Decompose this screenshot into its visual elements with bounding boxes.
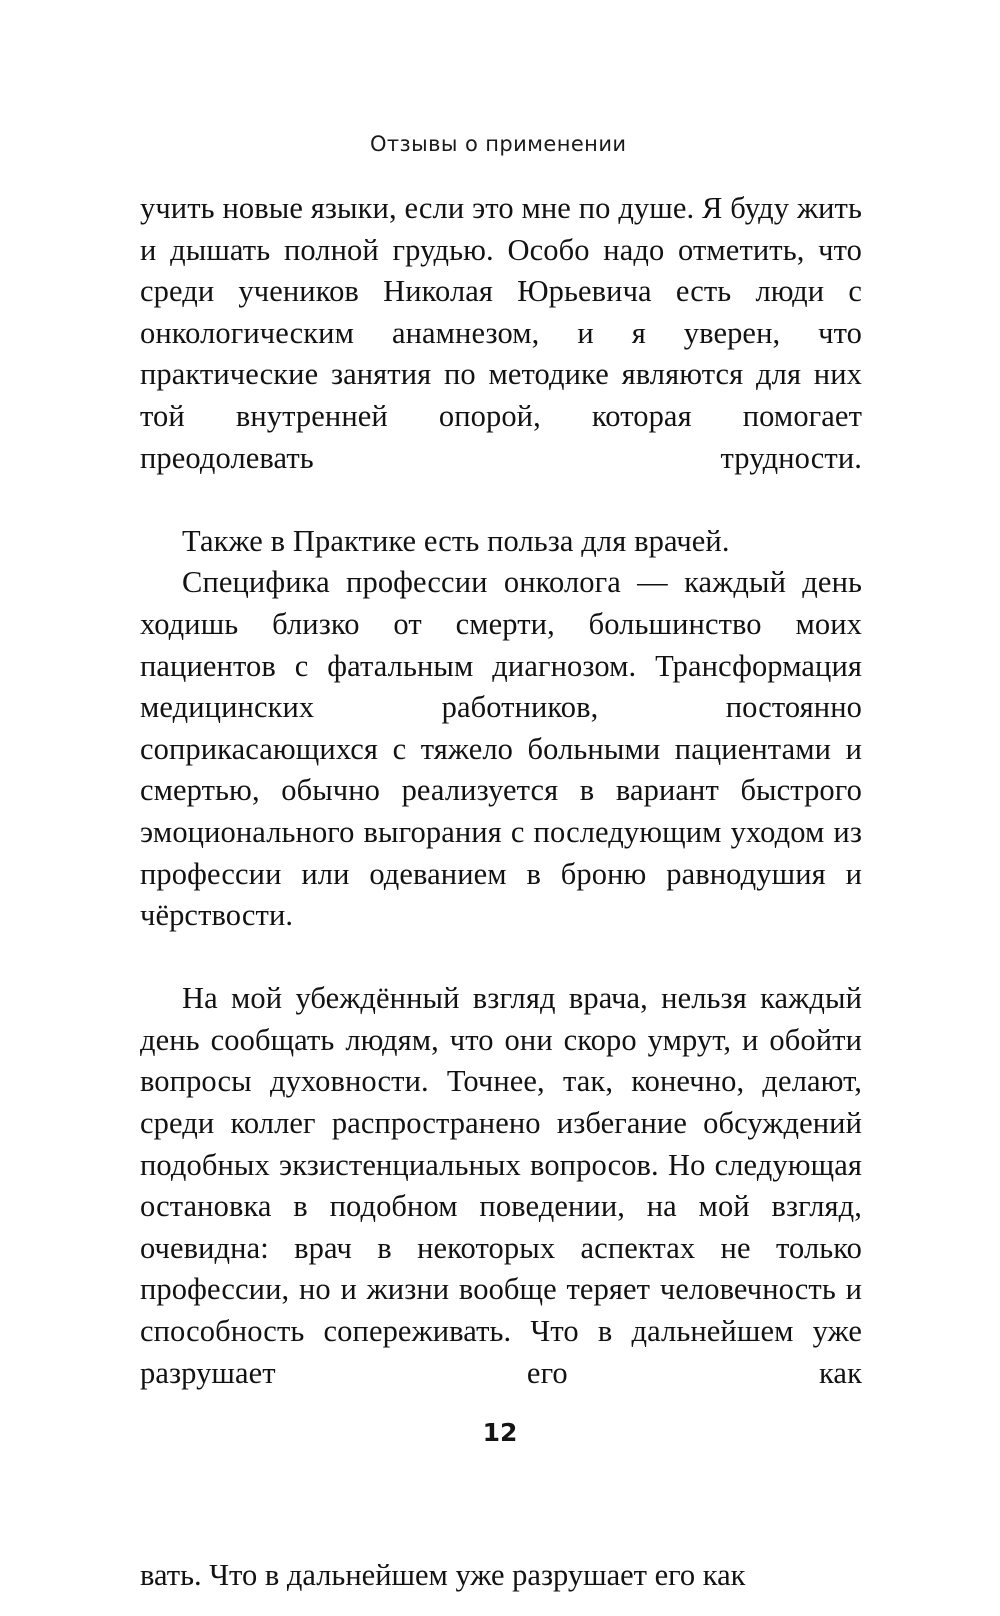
next-page-preview-line: вать. Что в дальнейшем уже разрушает его как — [140, 1558, 746, 1592]
paragraph-3: Специфика профессии онколога — каждый день ходишь близко от смерти, большинство моих пациентов с фатальным диагнозом. Трансформация медицинских работников, постоянно соприкасающихся с тяжело больными пациентами и смертью, обычно реализуется в вариант быстрого эмоционального выгорания с последующим уходом из профессии или одеванием в броню равнодушия и чёрствости. — [140, 565, 862, 933]
running-head: Отзывы о применении — [370, 132, 627, 156]
page-body — [140, 188, 862, 1436]
paragraph-2: Также в Практике есть польза для врачей. — [182, 523, 730, 558]
page-number: 12 — [482, 1418, 518, 1447]
paragraph-1: учить новые языки, если это мне по душе. Я буду жить и дышать полной грудью. Особо надо отметить, что среди учеников Николая Юрьевича есть люди с онкологическим анамнезом, и я уверен, что практические занятия по методике являются для них той внутренней опорой, которая помогает преодолевать трудности. — [140, 191, 862, 475]
paragraph-4: На мой убеждённый взгляд врача, нельзя каждый день сообщать людям, что они скоро умрут, и обойти вопросы духовности. Точнее, так, конечно, делают, среди коллег распространено избегание обсуждений подобных экзистенциальных вопросов. Но следующая остановка в подобном поведении, на мой взгляд, очевидна: врач в некоторых аспектах не только профессии, но и жизни вообще теряет человечность и способность сопереживать. Что в дальнейшем уже разрушает его как — [140, 981, 862, 1390]
